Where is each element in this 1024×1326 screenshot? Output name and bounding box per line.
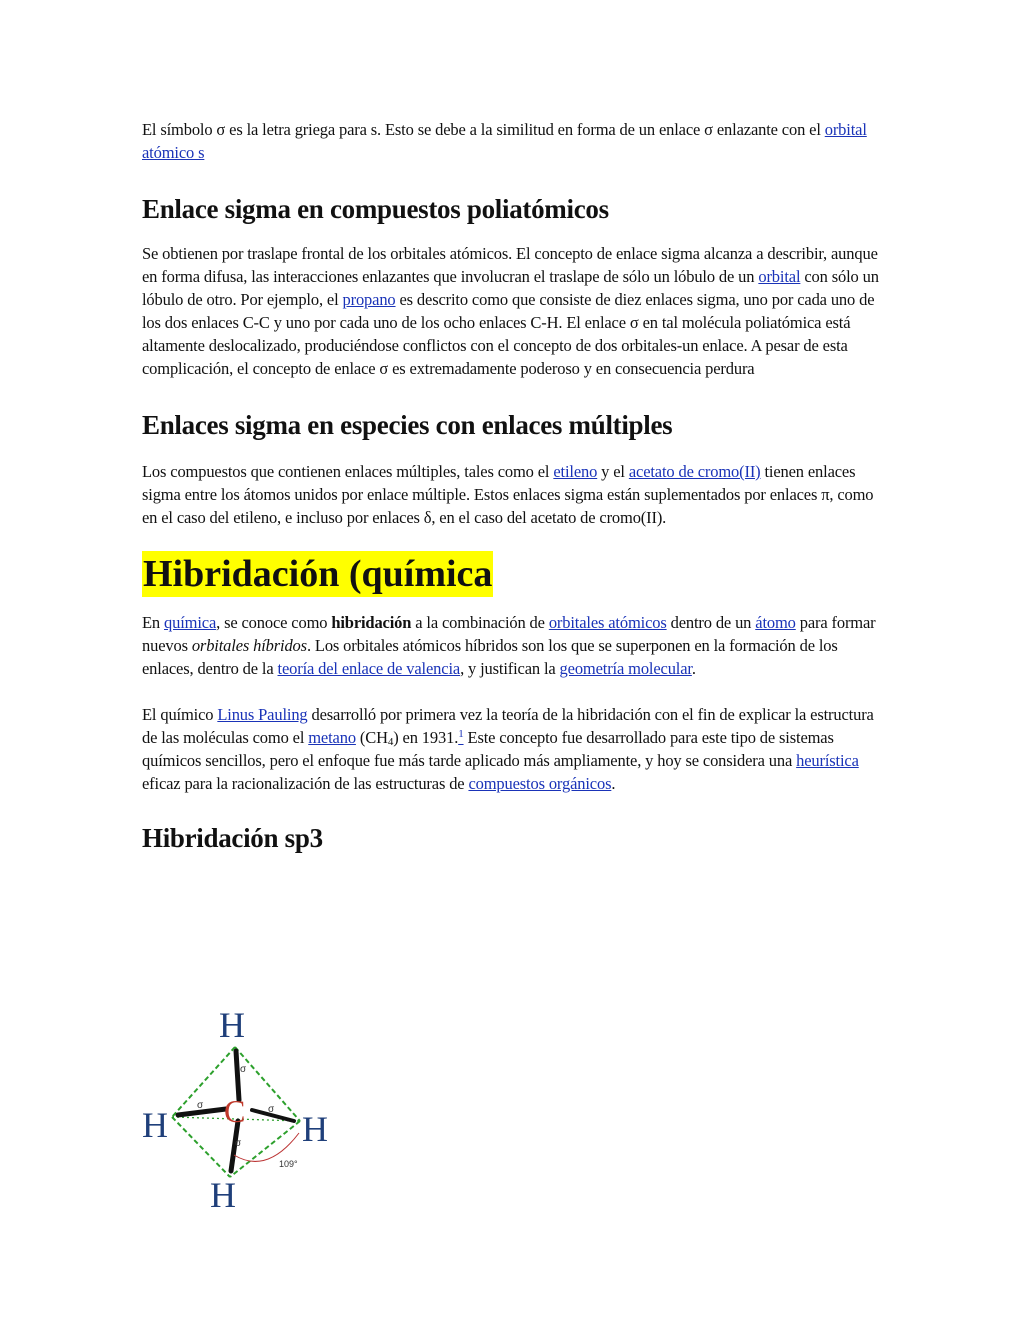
sigma-label-bottom: σ bbox=[235, 1138, 242, 1149]
hib1-text-3: a la combinación de bbox=[411, 613, 549, 632]
atom-h-top: H bbox=[219, 1005, 245, 1045]
link-compuestos-organicos[interactable]: compuestos orgánicos bbox=[468, 774, 612, 793]
link-geometria-molecular[interactable]: geometría molecular bbox=[559, 659, 692, 678]
atom-c-center: C bbox=[224, 1093, 246, 1129]
heading-hibridacion-sp3: Hibridación sp3 bbox=[142, 823, 323, 853]
link-atomo[interactable]: átomo bbox=[755, 613, 796, 632]
hib1-text-5: para formar nuevos bbox=[142, 613, 876, 655]
hib1-text-2: , se conoce como bbox=[216, 613, 332, 632]
hibridacion-paragraph-2 bbox=[142, 703, 887, 795]
poliatomicos-paragraph bbox=[142, 242, 887, 380]
poly-text-3: es descrito como que consiste de diez enlaces sigma, uno por cada uno de los dos enlaces C-C y uno por cada uno de los ocho enlaces C-H. El enlace σ en tal molécula poliatómica está altamente deslocalizado, produciéndose conflictos con el concepto de dos orbitales-un enlace. A pesar de esta complicación, el concepto de enlace σ es extremadamente poderoso y en consecuencia perdura bbox=[142, 290, 875, 378]
link-metano[interactable]: metano bbox=[308, 728, 356, 747]
hib1-text-8: . bbox=[691, 659, 696, 678]
atom-h-left: H bbox=[142, 1105, 168, 1145]
link-orbitales-atomicos[interactable]: orbitales atómicos bbox=[548, 613, 667, 632]
sigma-label-top: σ bbox=[240, 1064, 247, 1075]
link-orbital[interactable]: orbital bbox=[758, 267, 801, 286]
atom-h-right: H bbox=[302, 1109, 328, 1149]
heading-hibridacion: Hibridación (química bbox=[143, 553, 493, 595]
hib1-italic-orbitales-hibridos: orbitales híbridos bbox=[191, 636, 307, 655]
hib2-text-6: eficaz para la racionalización de las estructuras de bbox=[142, 774, 469, 793]
hib2-text-4: ) en 1931. bbox=[393, 728, 459, 747]
atom-h-bottom: H bbox=[210, 1175, 236, 1213]
hibridacion-paragraph-1 bbox=[142, 611, 887, 680]
hib1-text-7: , y justifican la bbox=[460, 659, 560, 678]
poly-text-1: Se obtienen por traslape frontal de los orbitales atómicos. El concepto de enlace sigma alcanza a describir, aunque en forma difusa, las interacciones enlazantes que involucran el traslape de sólo un lóbulo de un bbox=[142, 244, 878, 286]
edge-left-bottom bbox=[172, 1117, 230, 1177]
footnote-superscript: 1 bbox=[458, 728, 464, 740]
sigma-label-right: σ bbox=[268, 1104, 275, 1115]
link-linus-pauling[interactable]: Linus Pauling bbox=[217, 705, 308, 724]
hibridacion-title-wrap bbox=[142, 551, 887, 597]
link-quimica[interactable]: química bbox=[164, 613, 217, 632]
document-page bbox=[142, 118, 887, 855]
hib2-text-1: El químico bbox=[142, 705, 218, 724]
intro-paragraph bbox=[142, 118, 887, 164]
hib1-text-4: dentro de un bbox=[666, 613, 756, 632]
hib2-subscript-4: 4 bbox=[387, 736, 394, 748]
heading-enlaces-multiples: Enlaces sigma en especies con enlaces múltiples bbox=[142, 410, 673, 440]
hib2-text-2: desarrolló por primera vez la teoría de la hibridación con el fin de explicar la estructura de las moléculas como el bbox=[142, 705, 874, 747]
mult-text-2: y el bbox=[597, 462, 629, 481]
hib2-text-7: . bbox=[611, 774, 616, 793]
sigma-label-left: σ bbox=[197, 1100, 204, 1111]
hib2-text-3: (CH bbox=[355, 728, 388, 747]
hib1-bold-hibridacion: hibridación bbox=[331, 613, 412, 632]
multiples-paragraph bbox=[142, 460, 887, 529]
hib1-text-1: En bbox=[142, 613, 165, 632]
link-heuristica[interactable]: heurística bbox=[796, 751, 859, 770]
hib2-text-5: Este concepto fue desarrollado para este tipo de sistemas químicos sencillos, pero el enfoque fue más tarde aplicado más ampliamente, y hoy se considera una bbox=[142, 728, 834, 770]
mult-text-3: tienen enlaces sigma entre los átomos unidos por enlace múltiple. Estos enlaces sigma están suplementados por enlaces π, como en el caso del etileno, e incluso por enlaces δ, en el caso del acetato de cromo(II). bbox=[142, 462, 874, 527]
angle-label: 109° bbox=[279, 1159, 298, 1169]
link-teoria-enlace-valencia[interactable]: teoría del enlace de valencia bbox=[277, 659, 461, 678]
poly-text-2: con sólo un lóbulo de otro. Por ejemplo, el bbox=[142, 267, 879, 309]
hib1-text-6: . Los orbitales atómicos híbridos son los que se superponen en la formación de los enlaces, dentro de la bbox=[142, 636, 838, 678]
intro-text: El símbolo σ es la letra griega para s. Esto se debe a la similitud en forma de un enlace σ enlazante con el bbox=[142, 120, 825, 139]
link-acetato-de-cromo[interactable]: acetato de cromo(II) bbox=[628, 462, 761, 481]
link-propano[interactable]: propano bbox=[342, 290, 396, 309]
link-orbital-atomico-s[interactable]: orbital atómico s bbox=[142, 120, 867, 162]
mult-text-1: Los compuestos que contienen enlaces múltiples, tales como el bbox=[142, 462, 554, 481]
methane-sp3-figure bbox=[142, 1005, 337, 1213]
heading-poliatomicos: Enlace sigma en compuestos poliatómicos bbox=[142, 194, 609, 224]
link-etileno[interactable]: etileno bbox=[553, 462, 598, 481]
